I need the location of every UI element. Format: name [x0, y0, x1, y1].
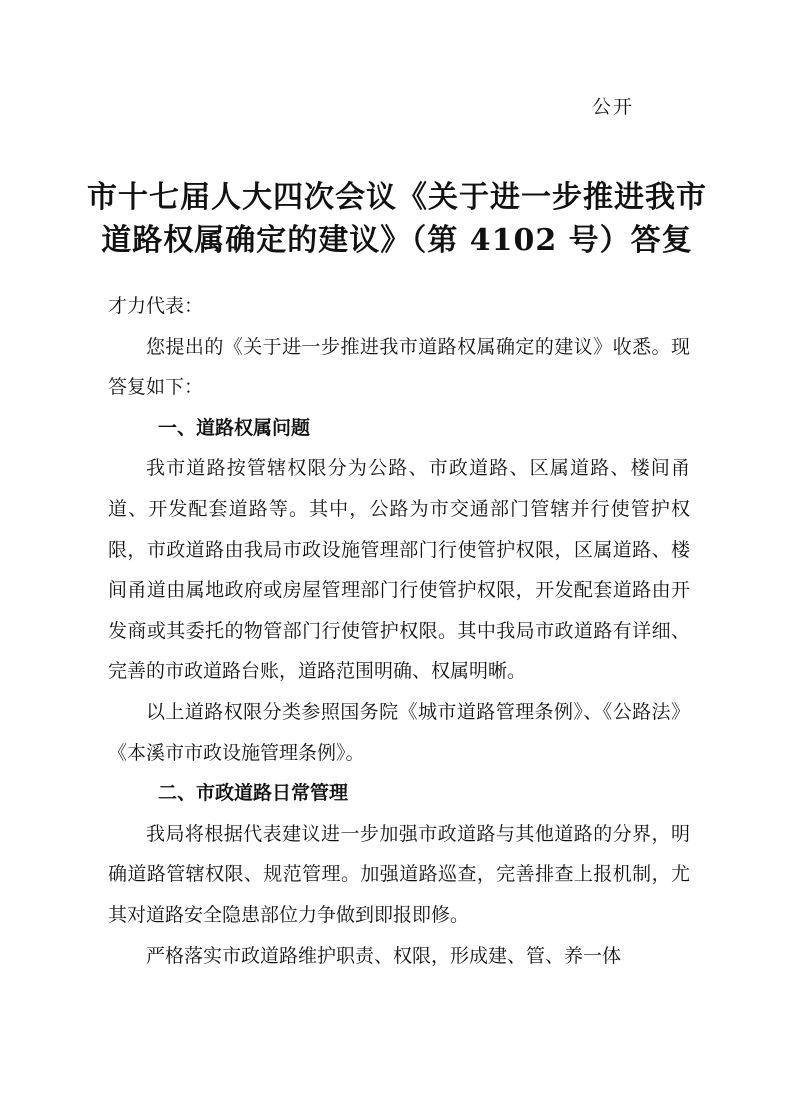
section-2-paragraph-2: 严格落实市政道路维护职责、权限，形成建、管、养一体	[146, 944, 622, 967]
salutation: 才力代表：	[108, 295, 204, 317]
section-1-paragraph-1: 我市道路按管辖权限分为公路、市政道路、区属道路、楼间甬道、开发配套道路等。其中，公路为市交通部门管辖并行使管护权限，市政道路由我局市政设施管理部门行使管护权限，区属道路、楼间甬道由属地政府或房屋管理部门行使管护权限，开发配套道路由开发商或其委托的物管部门行使管护权限。其中我局市政道路有详细、完善的市政道路台账，道路范围明确、权属明晰。	[108, 457, 690, 683]
document-body	[108, 286, 690, 976]
section-2-paragraph-1: 我局将根据代表建议进一步加强市政道路与其他道路的分界，明确道路管辖权限、规范管理。加强道路巡查，完善排查上报机制，尤其对道路安全隐患部位力争做到即报即修。	[108, 822, 690, 926]
section-2-heading: 二、市政道路日常管理	[158, 782, 349, 805]
document-title-line-1: 市十七届人大四次会议《关于进一步推进我市	[87, 180, 707, 215]
section-1-heading: 一、道路权属问题	[158, 416, 311, 439]
document-title-line-2: 道路权属确定的建议》（第 4102 号）答复	[101, 223, 693, 258]
section-1-paragraph-2: 以上道路权限分类参照国务院《城市道路管理条例》、《公路法》《本溪市市政设施管理条例》。	[108, 700, 690, 764]
classification-label: 公开	[592, 96, 635, 118]
intro-paragraph: 您提出的《关于进一步推进我市道路权属确定的建议》收悉。现答复如下：	[108, 335, 690, 399]
